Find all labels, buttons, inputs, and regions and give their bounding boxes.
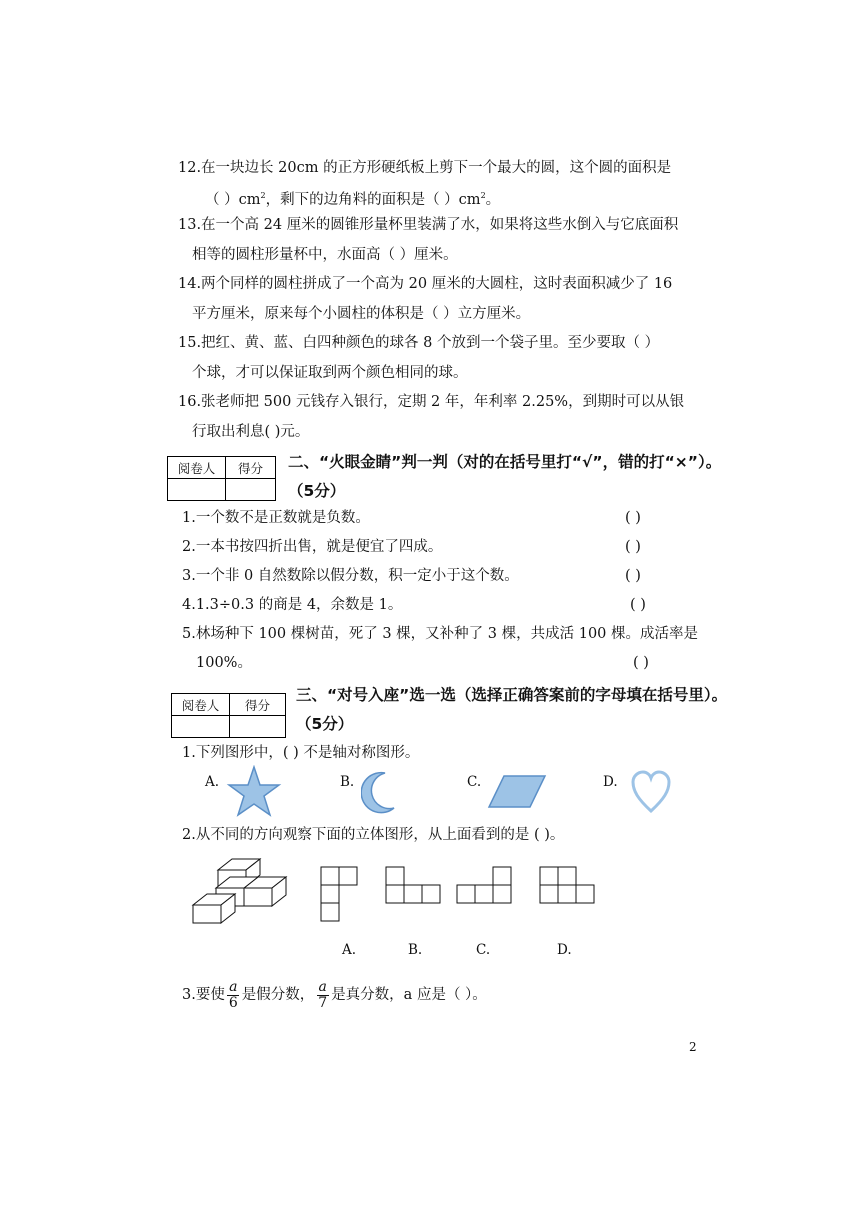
star-shape — [226, 765, 282, 817]
view-option-d — [539, 866, 597, 908]
choice-q1: 1.下列图形中，( ) 不是轴对称图形。 — [182, 745, 420, 761]
score-table-3 — [171, 693, 286, 738]
judge-item-2: 2.一本书按四折出售，就是便宜了四成。 — [182, 539, 443, 555]
judge-blank-1[interactable]: ( ) — [625, 510, 641, 526]
score-table-2 — [167, 456, 276, 501]
score-table-cell[interactable] — [230, 716, 286, 738]
score-table-score: 得分 — [226, 457, 276, 479]
score-table-cell[interactable] — [172, 716, 230, 738]
q1-option-a[interactable]: A. — [205, 774, 220, 790]
q16-line2: 行取出利息( )元。 — [192, 424, 310, 440]
judge-item-5: 5.林场种下 100 棵树苗，死了 3 棵，又补种了 3 棵，共成活 100 棵。成活率是 — [182, 626, 699, 642]
judge-blank-3[interactable]: ( ) — [625, 568, 641, 584]
q2-option-b[interactable]: B. — [408, 942, 423, 958]
q12-line2b: ，剩下的边角料的面积是（ ）cm — [265, 191, 481, 208]
q12-sup1: 2 — [260, 191, 266, 200]
choice-q3 — [182, 978, 487, 1012]
q3-prefix: 3.要使 — [182, 987, 225, 1003]
section3-heading: 三、“对号入座”选一选（选择正确答案前的字母填在括号里）。 — [296, 686, 728, 704]
parallelogram-shape — [486, 773, 548, 811]
q15-line2: 个球，才可以保证取到两个颜色相同的球。 — [192, 365, 468, 381]
q1-option-b[interactable]: B. — [340, 774, 355, 790]
q1-option-d[interactable]: D. — [603, 774, 618, 790]
q13-line1: 13.在一个高 24 厘米的圆锥形量杯里装满了水，如果将这些水倒入与它底面积 — [178, 217, 679, 233]
score-table-cell[interactable] — [168, 479, 226, 501]
judge-blank-5[interactable]: ( ) — [633, 655, 649, 671]
judge-blank-2[interactable]: ( ) — [625, 539, 641, 555]
section3-points: （5分） — [296, 715, 354, 733]
fraction-numerator: a — [229, 978, 238, 995]
view-option-a — [320, 866, 360, 926]
judge-item-5-line2: 100%。 — [196, 655, 252, 671]
q12-sup2: 2 — [480, 191, 486, 200]
fraction-numerator: a — [318, 978, 327, 995]
q3-suffix: 是真分数，a 应是（ ）。 — [331, 987, 487, 1003]
q12-line1: 12.在一块边长 20cm 的正方形硬纸板上剪下一个最大的圆，这个圆的面积是 — [178, 160, 672, 176]
fraction-denominator: 6 — [228, 994, 238, 1011]
section2-heading: 二、“火眼金睛”判一判（对的在括号里打“√”，错的打“×”）。 — [288, 453, 722, 471]
q1-option-c[interactable]: C. — [467, 774, 482, 790]
q2-option-a[interactable]: A. — [342, 942, 357, 958]
judge-item-3: 3.一个非 0 自然数除以假分数，积一定小于这个数。 — [182, 568, 519, 584]
view-option-c — [455, 866, 515, 908]
q12-line2 — [205, 186, 500, 210]
fraction-denominator: 7 — [318, 994, 328, 1011]
view-option-b — [385, 866, 441, 908]
q2-option-c[interactable]: C. — [476, 942, 491, 958]
heart-shape — [630, 769, 672, 815]
choice-q2: 2.从不同的方向观察下面的立体图形，从上面看到的是 ( )。 — [182, 827, 565, 843]
score-table-reviewer: 阅卷人 — [172, 694, 230, 716]
crescent-shape — [361, 770, 397, 814]
fraction-a-over-7 — [316, 980, 329, 1011]
judge-blank-4[interactable]: ( ) — [630, 597, 646, 613]
q12-line2a: （ ）cm — [205, 191, 261, 208]
section2-points: （5分） — [288, 482, 346, 500]
fraction-a-over-6 — [227, 980, 240, 1011]
score-table-reviewer: 阅卷人 — [168, 457, 226, 479]
q14-line1: 14.两个同样的圆柱拼成了一个高为 20 厘米的大圆柱，这时表面积减少了 16 — [178, 276, 673, 292]
q16-line1: 16.张老师把 500 元钱存入银行，定期 2 年，年利率 2.25%，到期时可以从银 — [178, 394, 685, 410]
q12-line2c: 。 — [485, 191, 501, 208]
page-number: 2 — [689, 1040, 697, 1054]
q13-line2: 相等的圆柱形量杯中，水面高（ ）厘米。 — [192, 247, 458, 263]
q15-line1: 15.把红、黄、蓝、白四种颜色的球各 8 个放到一个袋子里。至少要取（ ） — [178, 335, 660, 351]
q14-line2: 平方厘米，原来每个小圆柱的体积是（ ）立方厘米。 — [192, 306, 531, 322]
score-table-score: 得分 — [230, 694, 286, 716]
judge-item-4: 4.1.3÷0.3 的商是 4，余数是 1。 — [182, 597, 403, 613]
q2-option-d[interactable]: D. — [557, 942, 572, 958]
score-table-cell[interactable] — [226, 479, 276, 501]
cube-solid-figure — [188, 856, 292, 928]
q3-mid: 是假分数， — [241, 987, 315, 1003]
judge-item-1: 1.一个数不是正数就是负数。 — [182, 510, 370, 526]
